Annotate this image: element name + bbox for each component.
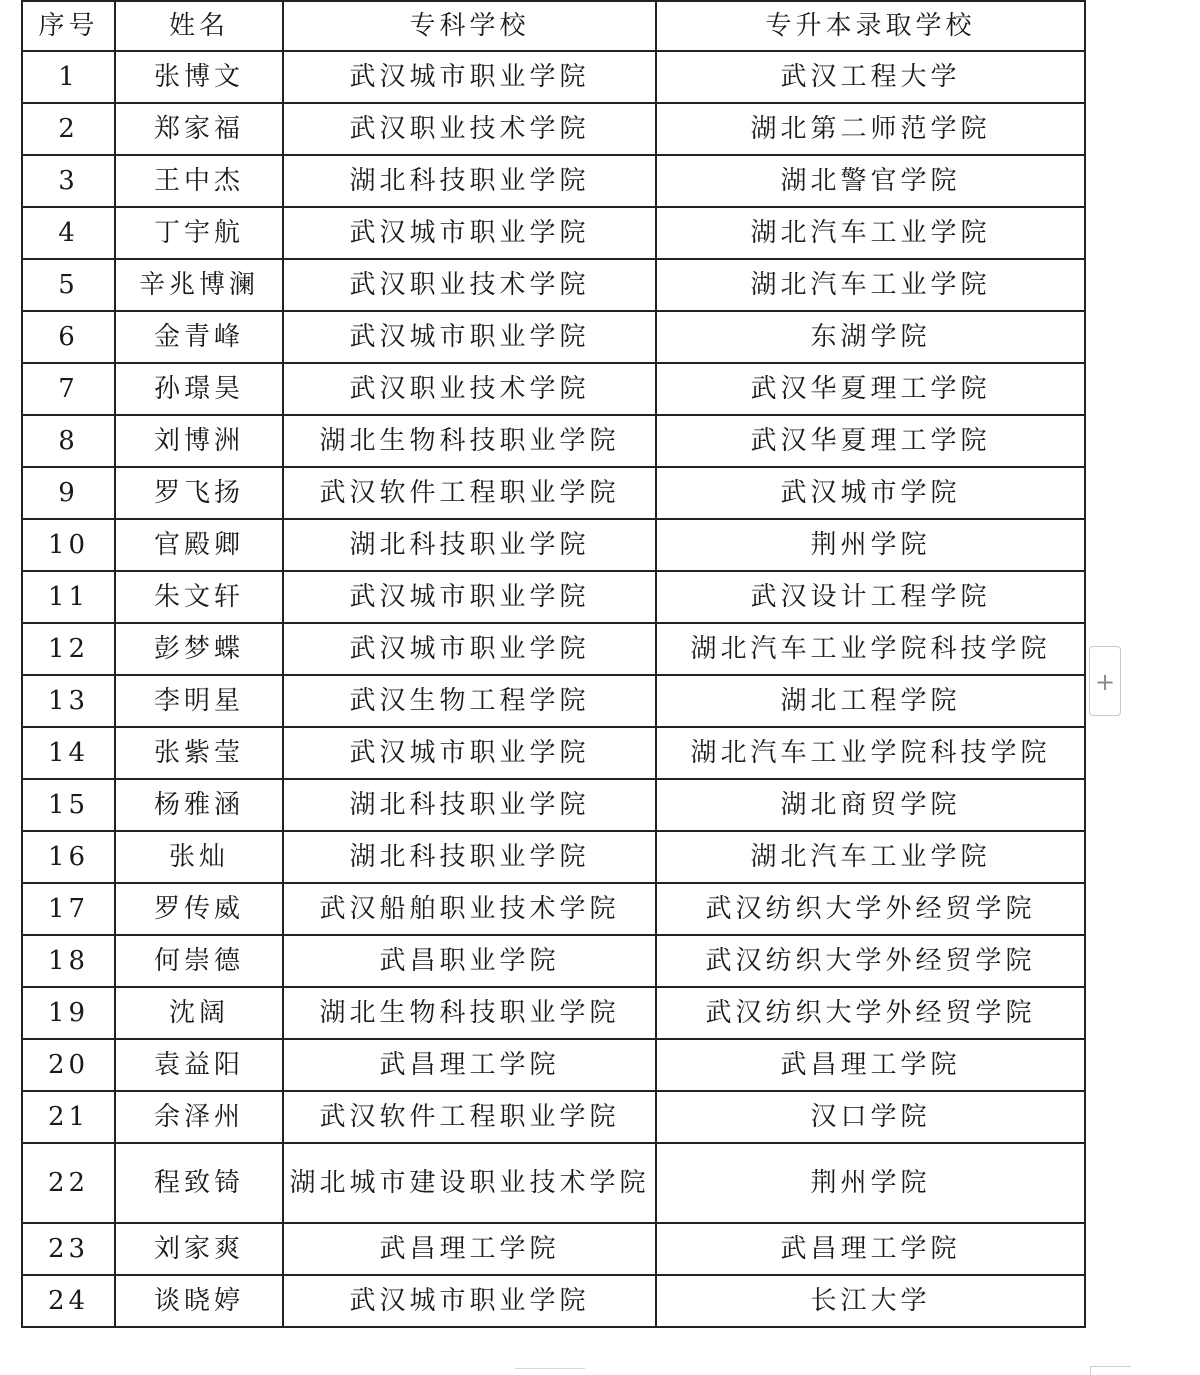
cell-college: 武汉城市职业学院 [283,311,656,363]
cell-college: 武汉城市职业学院 [283,51,656,103]
table-row [22,883,1085,935]
cell-university: 武汉设计工程学院 [656,571,1085,623]
cell-university: 武汉华夏理工学院 [656,415,1085,467]
cell-university: 武汉纺织大学外经贸学院 [656,987,1085,1039]
table-row [22,831,1085,883]
cell-name: 程致锜 [115,1143,283,1223]
cell-university: 武汉纺织大学外经贸学院 [656,883,1085,935]
cell-name: 袁益阳 [115,1039,283,1091]
cell-university: 武汉工程大学 [656,51,1085,103]
cell-index: 12 [22,623,115,675]
table-row [22,727,1085,779]
cell-name: 沈阔 [115,987,283,1039]
table-row [22,1275,1085,1327]
admissions-table-container [21,0,1084,1328]
cell-name: 官殿卿 [115,519,283,571]
cell-college: 武汉职业技术学院 [283,103,656,155]
cell-college: 武汉软件工程职业学院 [283,467,656,519]
cell-index: 15 [22,779,115,831]
cell-college: 武汉城市职业学院 [283,623,656,675]
cell-name: 张博文 [115,51,283,103]
cell-name: 张紫莹 [115,727,283,779]
header-college: 专科学校 [283,1,656,51]
header-index: 序号 [22,1,115,51]
table-row [22,363,1085,415]
cell-university: 湖北汽车工业学院科技学院 [656,727,1085,779]
cell-name: 辛兆博澜 [115,259,283,311]
cell-university: 武昌理工学院 [656,1039,1085,1091]
cell-university: 武汉城市学院 [656,467,1085,519]
cell-index: 1 [22,51,115,103]
cell-index: 10 [22,519,115,571]
cell-college: 武汉船舶职业技术学院 [283,883,656,935]
cell-college: 武汉职业技术学院 [283,363,656,415]
table-row [22,259,1085,311]
table-row [22,1039,1085,1091]
cell-name: 郑家福 [115,103,283,155]
cell-name: 丁宇航 [115,207,283,259]
cell-index: 23 [22,1223,115,1275]
cell-name: 张灿 [115,831,283,883]
cell-university: 湖北商贸学院 [656,779,1085,831]
table-header-row [22,1,1085,51]
cell-name: 余泽州 [115,1091,283,1143]
table-row [22,1223,1085,1275]
cell-college: 武汉城市职业学院 [283,727,656,779]
cell-name: 罗飞扬 [115,467,283,519]
cell-index: 9 [22,467,115,519]
cell-name: 罗传威 [115,883,283,935]
cell-college: 武汉生物工程学院 [283,675,656,727]
table-row [22,51,1085,103]
cell-name: 刘博洲 [115,415,283,467]
cell-college: 武汉软件工程职业学院 [283,1091,656,1143]
cell-university: 武汉华夏理工学院 [656,363,1085,415]
table-body [22,51,1085,1327]
cell-college: 湖北生物科技职业学院 [283,987,656,1039]
table-row [22,155,1085,207]
cell-university: 湖北第二师范学院 [656,103,1085,155]
cell-college: 武汉城市职业学院 [283,1275,656,1327]
cell-index: 24 [22,1275,115,1327]
cell-index: 13 [22,675,115,727]
table-row [22,1091,1085,1143]
cell-index: 4 [22,207,115,259]
cell-university: 长江大学 [656,1275,1085,1327]
cell-college: 武昌职业学院 [283,935,656,987]
cell-index: 21 [22,1091,115,1143]
cell-index: 16 [22,831,115,883]
cell-index: 22 [22,1143,115,1223]
cell-name: 刘家爽 [115,1223,283,1275]
cell-index: 14 [22,727,115,779]
cell-name: 谈晓婷 [115,1275,283,1327]
cell-index: 6 [22,311,115,363]
table-row [22,623,1085,675]
cell-college: 湖北科技职业学院 [283,831,656,883]
cell-college: 湖北科技职业学院 [283,519,656,571]
cell-name: 何崇德 [115,935,283,987]
cell-college: 湖北生物科技职业学院 [283,415,656,467]
table-row [22,987,1085,1039]
add-row-button[interactable]: + [1089,646,1121,716]
cell-university: 武汉纺织大学外经贸学院 [656,935,1085,987]
cell-name: 朱文轩 [115,571,283,623]
cell-index: 2 [22,103,115,155]
cell-college: 湖北科技职业学院 [283,155,656,207]
table-row [22,311,1085,363]
cell-index: 8 [22,415,115,467]
cell-college: 湖北城市建设职业技术学院 [283,1143,656,1223]
cell-university: 湖北汽车工业学院 [656,207,1085,259]
table-row [22,675,1085,727]
cell-university: 汉口学院 [656,1091,1085,1143]
cell-university: 武昌理工学院 [656,1223,1085,1275]
table-row [22,103,1085,155]
cell-index: 7 [22,363,115,415]
table-row [22,415,1085,467]
cell-index: 18 [22,935,115,987]
header-university: 专升本录取学校 [656,1,1085,51]
cell-name: 彭梦蝶 [115,623,283,675]
cell-index: 17 [22,883,115,935]
table-row [22,1143,1085,1223]
cell-college: 湖北科技职业学院 [283,779,656,831]
header-name: 姓名 [115,1,283,51]
admissions-table [21,0,1086,1328]
cell-college: 武昌理工学院 [283,1223,656,1275]
cell-name: 杨雅涵 [115,779,283,831]
cell-name: 孙璟昊 [115,363,283,415]
cell-name: 李明星 [115,675,283,727]
table-row [22,207,1085,259]
cell-name: 王中杰 [115,155,283,207]
cell-college: 武汉城市职业学院 [283,571,656,623]
table-row [22,571,1085,623]
cell-university: 湖北汽车工业学院 [656,259,1085,311]
cell-university: 湖北汽车工业学院科技学院 [656,623,1085,675]
cell-university: 湖北警官学院 [656,155,1085,207]
table-row [22,467,1085,519]
cell-university: 荆州学院 [656,519,1085,571]
cell-college: 武汉城市职业学院 [283,207,656,259]
cell-index: 5 [22,259,115,311]
cell-university: 湖北工程学院 [656,675,1085,727]
cell-index: 19 [22,987,115,1039]
cell-university: 东湖学院 [656,311,1085,363]
cell-university: 荆州学院 [656,1143,1085,1223]
cell-index: 11 [22,571,115,623]
cell-index: 20 [22,1039,115,1091]
cell-index: 3 [22,155,115,207]
cell-name: 金青峰 [115,311,283,363]
cell-college: 武汉职业技术学院 [283,259,656,311]
table-row [22,519,1085,571]
cell-university: 湖北汽车工业学院 [656,831,1085,883]
cell-college: 武昌理工学院 [283,1039,656,1091]
table-row [22,935,1085,987]
table-row [22,779,1085,831]
